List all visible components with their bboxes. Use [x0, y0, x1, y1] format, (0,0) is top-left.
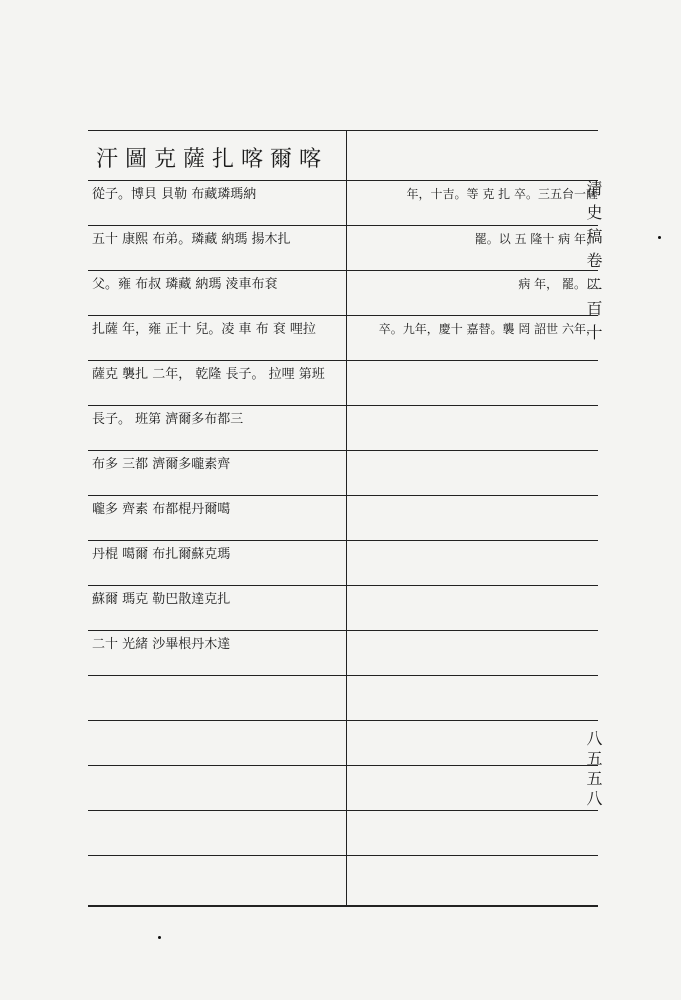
margin-dot — [158, 936, 161, 939]
row-entry — [92, 771, 342, 807]
row-note — [358, 366, 598, 402]
row-rule — [88, 180, 598, 181]
row-entry — [92, 816, 342, 852]
row-rule — [88, 720, 598, 721]
row-rule — [88, 360, 598, 361]
row-note — [358, 636, 598, 672]
row-note — [358, 861, 598, 897]
table-center-divider — [346, 130, 347, 905]
row-rule — [88, 630, 598, 631]
row-rule — [88, 315, 598, 316]
row-entry: 丹棍 噶爾 布扎爾蘇克瑪 — [92, 547, 231, 562]
row-entry: 扎薩 年，雍 正十 兒。凌 車 布 袞 哩拉 — [92, 322, 316, 337]
row-note — [358, 681, 598, 717]
row-note: 卒。九年，慶十 嘉替。襲 罔 詔世 六年， — [378, 322, 598, 336]
row-rule — [88, 810, 598, 811]
row-entry: 蘇爾 瑪克 勒巴散達克扎 — [92, 592, 231, 607]
row-entry: 嚨多 齊素 布都棍丹爾噶 — [92, 502, 231, 517]
row-note — [358, 546, 598, 582]
row-rule — [88, 450, 598, 451]
row-entry: 父。雍 布叔 璘藏 納瑪 淩車布袞 — [92, 277, 278, 292]
row-entry: 薩克 襲扎 二年， 乾隆 長子。 拉哩 第班 — [92, 367, 325, 382]
row-entry: 五十 康熙 布弟。璘藏 納瑪 揚木扎 — [92, 232, 291, 247]
row-note — [358, 771, 598, 807]
row-rule — [88, 270, 598, 271]
row-note — [358, 726, 598, 762]
row-note: 罷。以 五 隆十 病 年， — [474, 232, 598, 246]
row-rule — [88, 765, 598, 766]
row-rule — [88, 405, 598, 406]
row-rule — [88, 585, 598, 586]
row-rule — [88, 675, 598, 676]
row-rule — [88, 495, 598, 496]
row-entry: 長子。 班第 濟爾多布都三 — [92, 412, 244, 427]
row-rule — [88, 225, 598, 226]
row-entry: 二十 光緒 沙畢根丹木達 — [92, 637, 231, 652]
table-header: 汗圖克薩扎喀爾喀 — [96, 147, 329, 172]
table-top-rule — [88, 130, 598, 131]
row-entry: 布多 三都 濟爾多嚨素齊 — [92, 457, 231, 472]
row-note — [358, 456, 598, 492]
running-title: 清史稿卷二百十 — [584, 180, 603, 348]
row-entry — [92, 681, 342, 717]
row-note: 病 年， 罷。以 — [518, 277, 598, 291]
row-rule — [88, 540, 598, 541]
margin-dot — [658, 236, 661, 239]
table-bottom-rule — [88, 905, 598, 907]
row-note — [358, 411, 598, 447]
row-note — [358, 501, 598, 537]
row-rule — [88, 855, 598, 856]
row-entry: 從子。博貝 貝勒 布藏璘瑪納 — [92, 187, 257, 202]
row-entry — [92, 726, 342, 762]
row-note — [358, 816, 598, 852]
row-note: 年，十吉。等 克 扎 卒。三五台一薩 — [406, 187, 598, 201]
row-entry — [92, 861, 342, 897]
page-number: 八五五八 — [584, 730, 603, 810]
row-note — [358, 591, 598, 627]
